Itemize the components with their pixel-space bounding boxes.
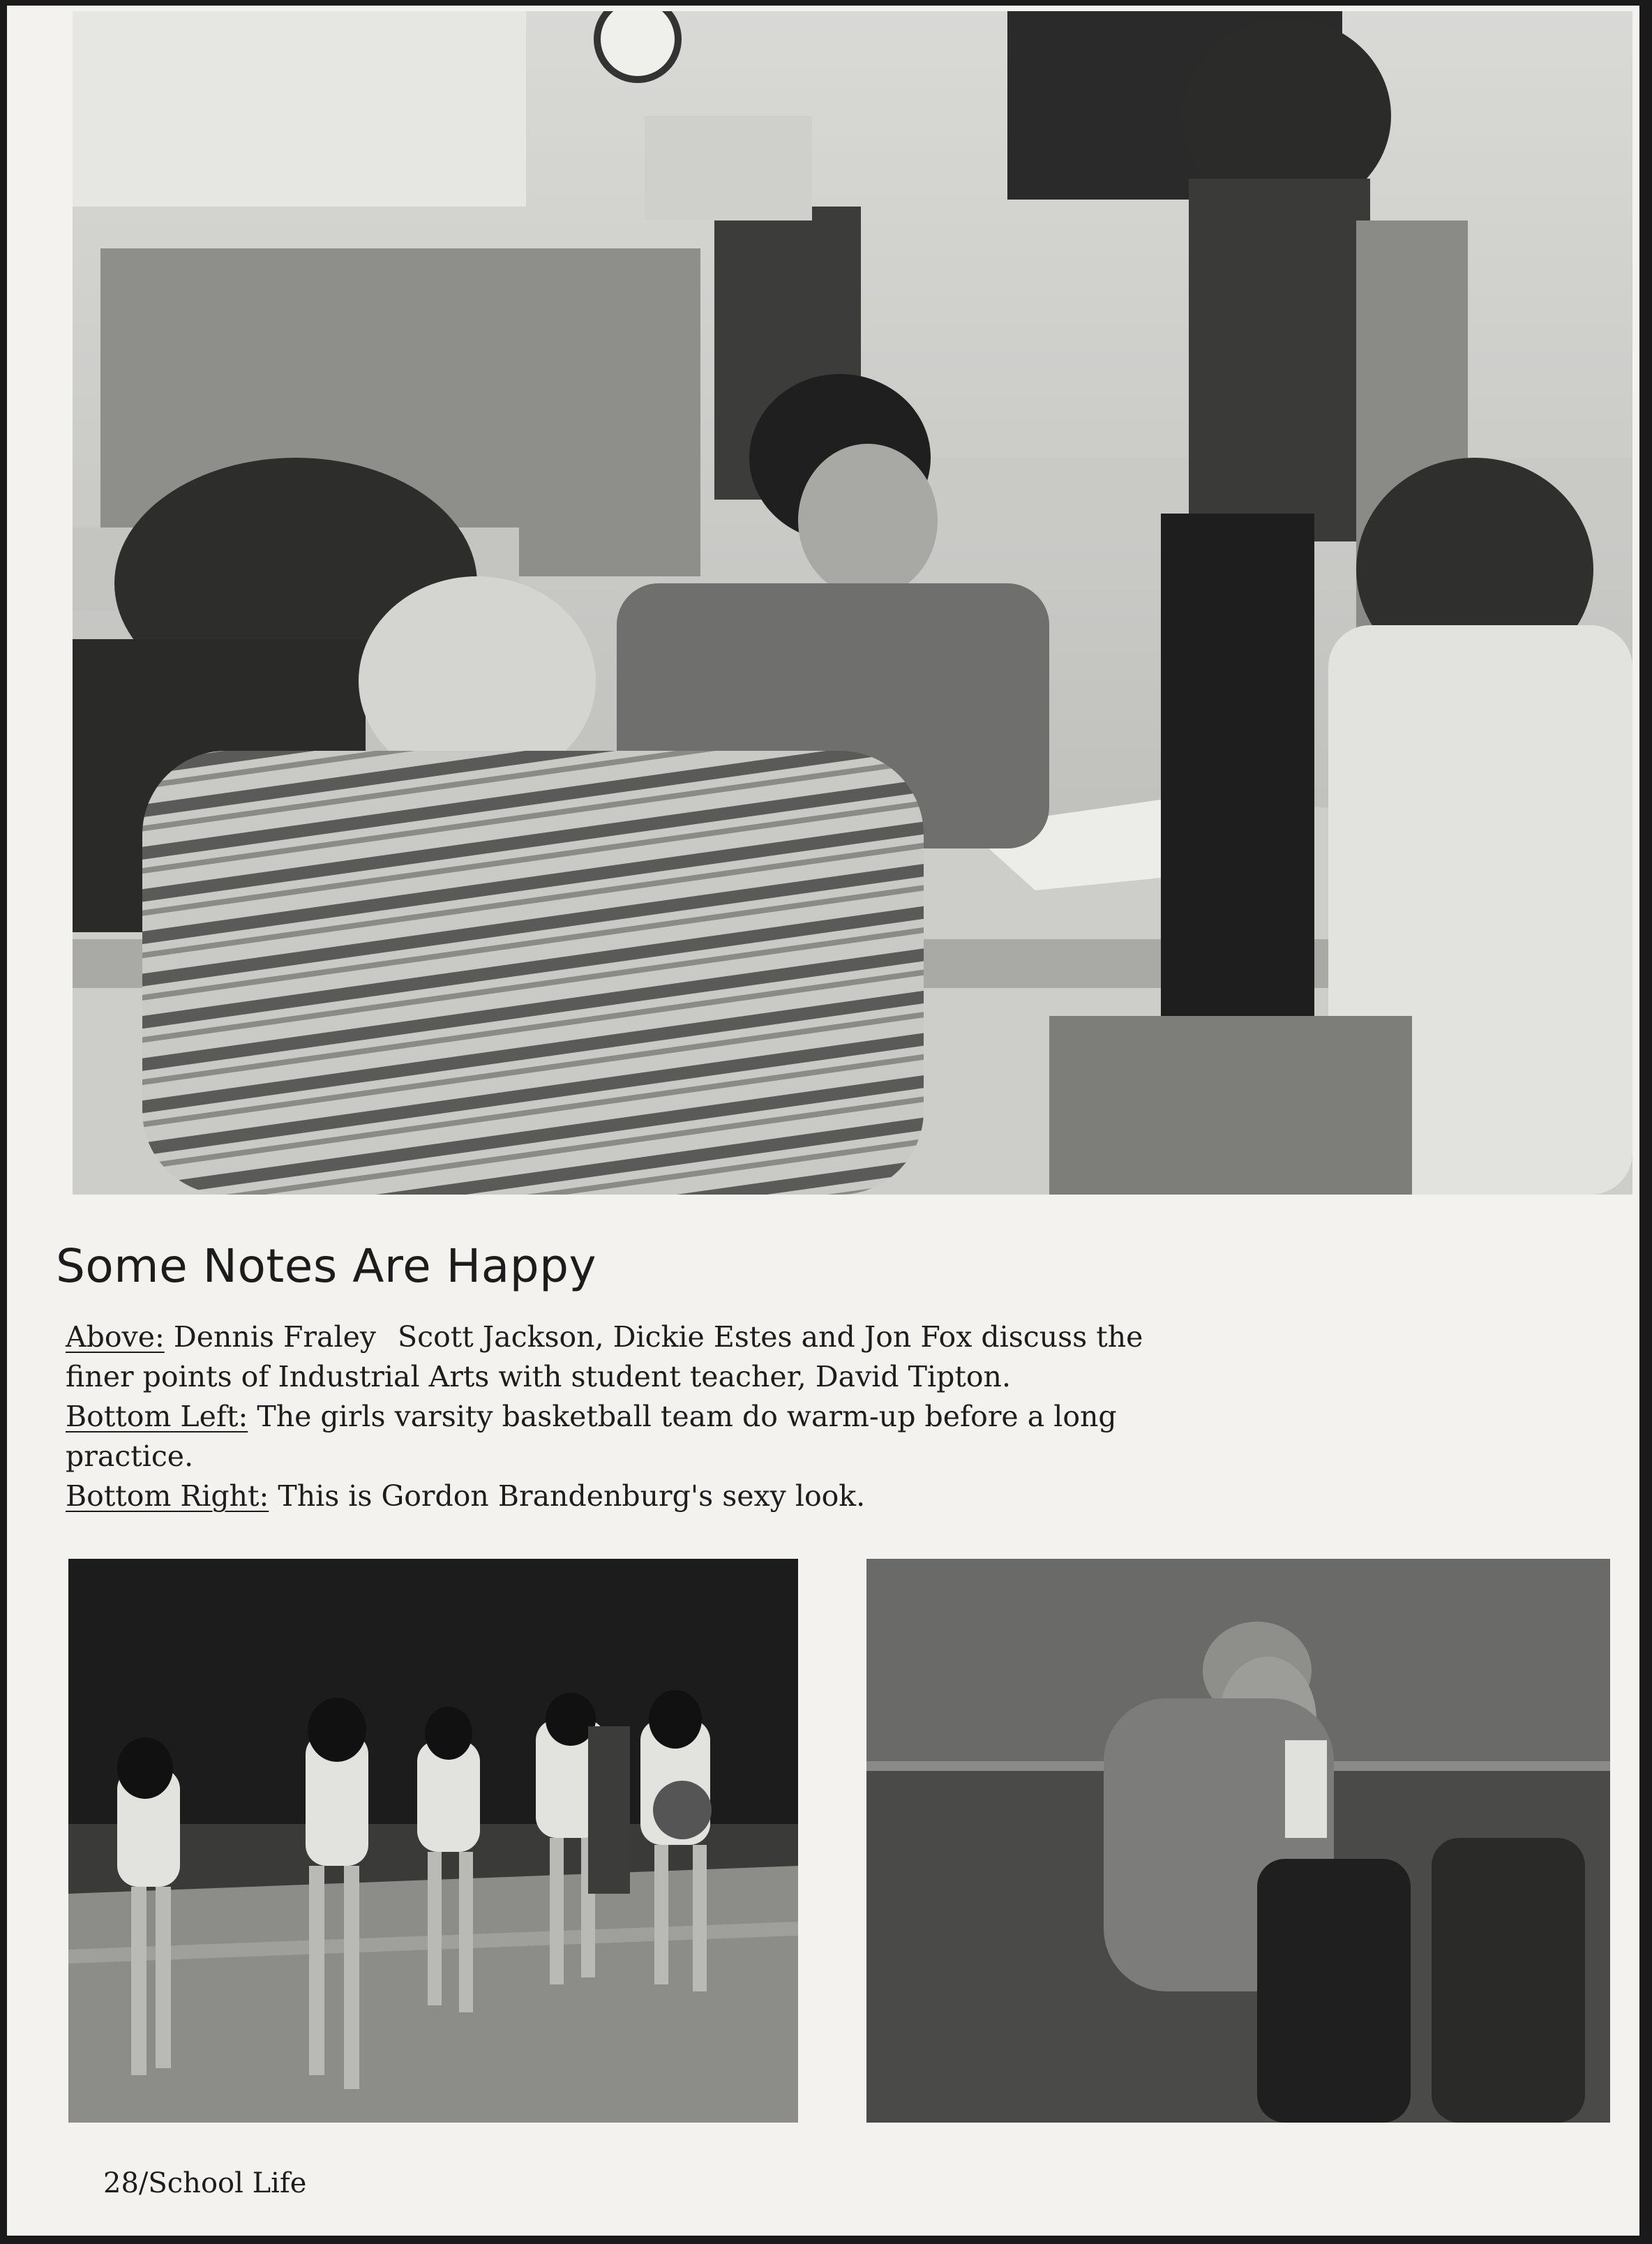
caption-bottom-right	[66, 1476, 1531, 1516]
caption-label-bottom-left: Bottom Left:	[66, 1400, 248, 1433]
page-folio: 28/School Life	[103, 2167, 307, 2199]
caption-label-bottom-right: Bottom Right:	[66, 1479, 269, 1513]
basketball-team-photo	[68, 1559, 798, 2123]
page-headline: Some Notes Are Happy	[56, 1239, 597, 1293]
caption-above	[66, 1317, 1531, 1397]
caption-bottom-right-text: This is Gordon Brandenburg's sexy look.	[278, 1479, 866, 1513]
caption-bottom-left	[66, 1397, 1531, 1476]
caption-bottom-left-line2: practice.	[66, 1439, 194, 1473]
photo-captions	[66, 1317, 1531, 1516]
yearbook-page	[7, 6, 1639, 2236]
student-portrait-photo	[866, 1559, 1610, 2123]
caption-bottom-left-line1: The girls varsity basketball team do warm-up before a long	[257, 1400, 1117, 1433]
caption-label-above: Above:	[66, 1320, 165, 1354]
caption-above-line2: finer points of Industrial Arts with student teacher, David Tipton.	[66, 1360, 1011, 1393]
caption-above-names: Dennis Fraley	[173, 1320, 376, 1354]
classroom-photo	[73, 11, 1632, 1195]
caption-above-line1: Scott Jackson, Dickie Estes and Jon Fox discuss the	[398, 1320, 1143, 1354]
